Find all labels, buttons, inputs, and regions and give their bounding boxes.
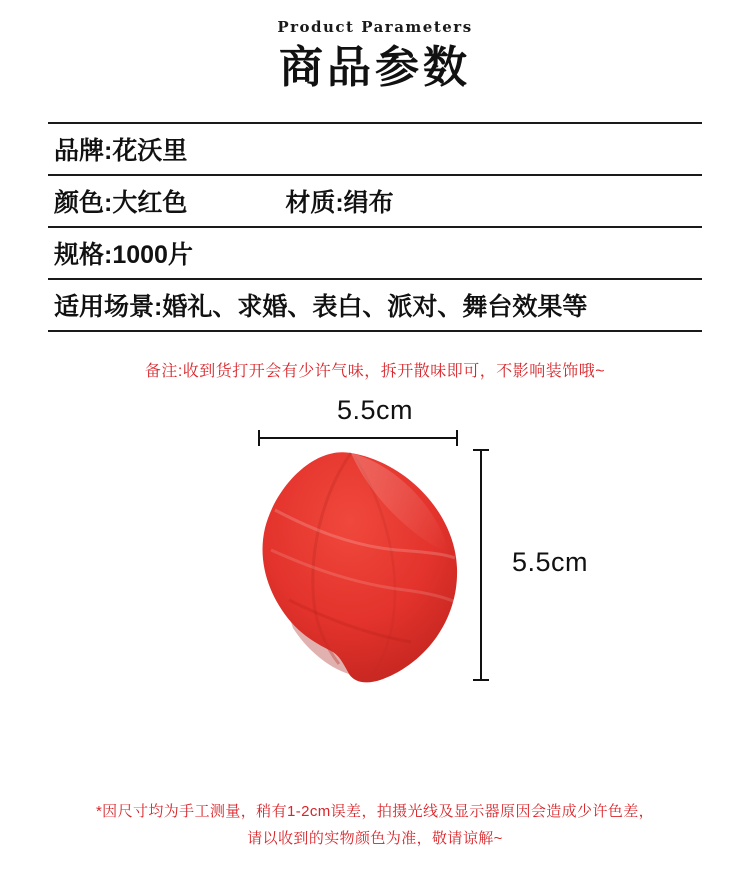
petal-illustration [255,450,460,685]
dimension-width-label: 5.5cm [336,395,414,426]
measurement-figure [0,395,750,725]
spec-table [48,122,702,332]
dimension-height-line [480,449,482,681]
remark-note: 备注:收到货打开会有少许气味，拆开散味即可，不影响装饰哦~ [144,363,606,381]
spec-material: 材质:绢布 [285,189,394,218]
page-title: 商品参数 [279,43,471,92]
spec-quantity: 规格:1000片 [54,241,193,270]
footnote-line-1: *因尺寸均为手工测量，稍有1-2cm误差，拍摄光线及显示器原因会造成少许色差， [95,802,655,820]
table-row [48,280,702,332]
spec-color: 颜色:大红色 [54,189,188,218]
petal-icon [255,450,460,685]
spec-brand: 品牌:花沃里 [54,137,188,166]
page-header [0,0,750,92]
footnote [0,798,750,854]
dimension-width-line [258,437,458,439]
table-row [48,176,702,228]
dimension-height-label: 5.5cm [512,547,589,578]
table-row [48,124,702,176]
table-row [48,228,702,280]
footnote-line-2: 请以收到的实物颜色为准，敬请谅解~ [247,830,503,848]
spec-scenes: 适用场景:婚礼、求婚、表白、派对、舞台效果等 [54,293,588,322]
header-eyebrow: Product Parameters [277,18,473,36]
